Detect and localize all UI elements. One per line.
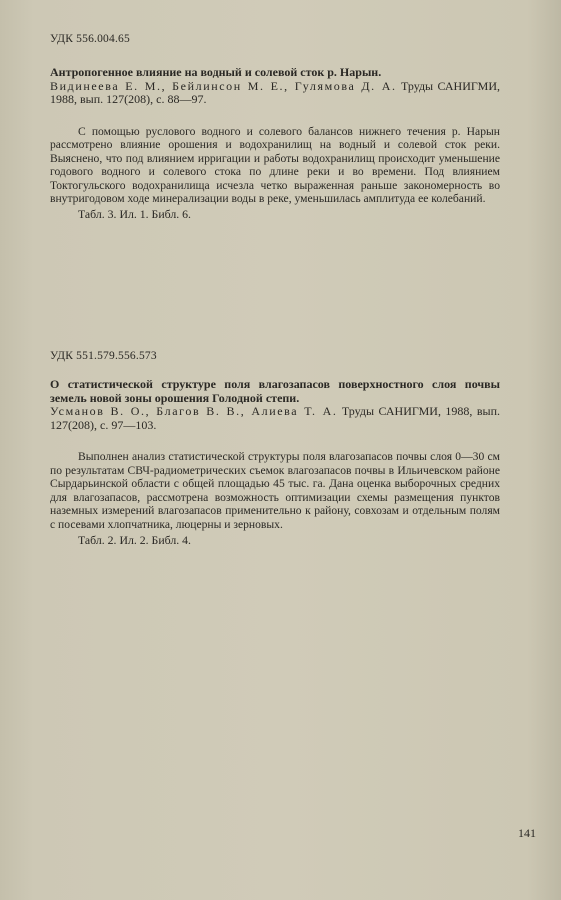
abstract-tables-1: Табл. 3. Ил. 1. Библ. 6. — [78, 207, 191, 222]
abstract-authors-1: Видинеева Е. М., Бейлинсон М. Е., Гулямова Д. А. — [50, 78, 397, 93]
abstract-2 — [50, 378, 500, 547]
abstract-authors-2: Усманов В. О., Благов В. В., Алиева Т. А. — [50, 404, 338, 418]
abstract-title-1-text: Антропогенное влияние на водный и солевой сток р. Нарын. — [50, 65, 382, 79]
abstract-body-1: С помощью руслового водного и солевого балансов нижнего течения р. Нарын рассмотрено влияние орошения и водохранилищ на водный и солевой сток реки. Выяснено, что под влиянием ирригации и работы водохранилищ происходит уменьшение годового водного и солевого стока по длине реки и во времени. Под влиянием Токтогульского водохранилища исчезла четко выраженная раньше закономерность во внутригодовом ходе минерализации воды в реке, уменьшилась амплитуда ее колебаний. — [50, 124, 500, 206]
abstract-title-1 — [50, 66, 500, 80]
abstract-tables-2: Табл. 2. Ил. 2. Библ. 4. — [78, 532, 191, 547]
abstract-body-2: Выполнен анализ статистической структуры поля влагозапасов почвы слоя 0—30 см по результатам СВЧ-радиометрических съемок влагозапасов почвы в Ильичевском районе Сырдарьинской области с общей площадью 45 тыс. га. Дана оценка выборочных средних для влагозапасов, рассмотрена возможность оптимизации схемы размещения пунктов наземных измерений влагозапасов применительно к району, совхозам и отдельным полям с посевами хлопчатника, люцерны и зерновых. — [50, 450, 500, 531]
abstract-source-1: Труды САНИГМИ, 1988, вып. 127(208), с. 88—97. — [50, 78, 501, 106]
udc-code-2: УДК 551.579.556.573 — [50, 350, 157, 362]
abstract-1 — [50, 66, 500, 222]
abstract-citation-1 — [50, 80, 500, 107]
abstract-title-2 — [50, 378, 500, 405]
abstract-citation-2 — [50, 405, 500, 432]
udc-code-1: УДК 556.004.65 — [50, 33, 130, 45]
page-number: 141 — [518, 826, 536, 840]
abstract-title-2-text: О статистической структуре поля влагозапасов поверхностного слоя почвы земель новой зоны орошения Голодной степи. — [50, 377, 500, 405]
abstract-source-2: Труды САНИГМИ, 1988, вып. 127(208), с. 97—103. — [50, 404, 500, 432]
